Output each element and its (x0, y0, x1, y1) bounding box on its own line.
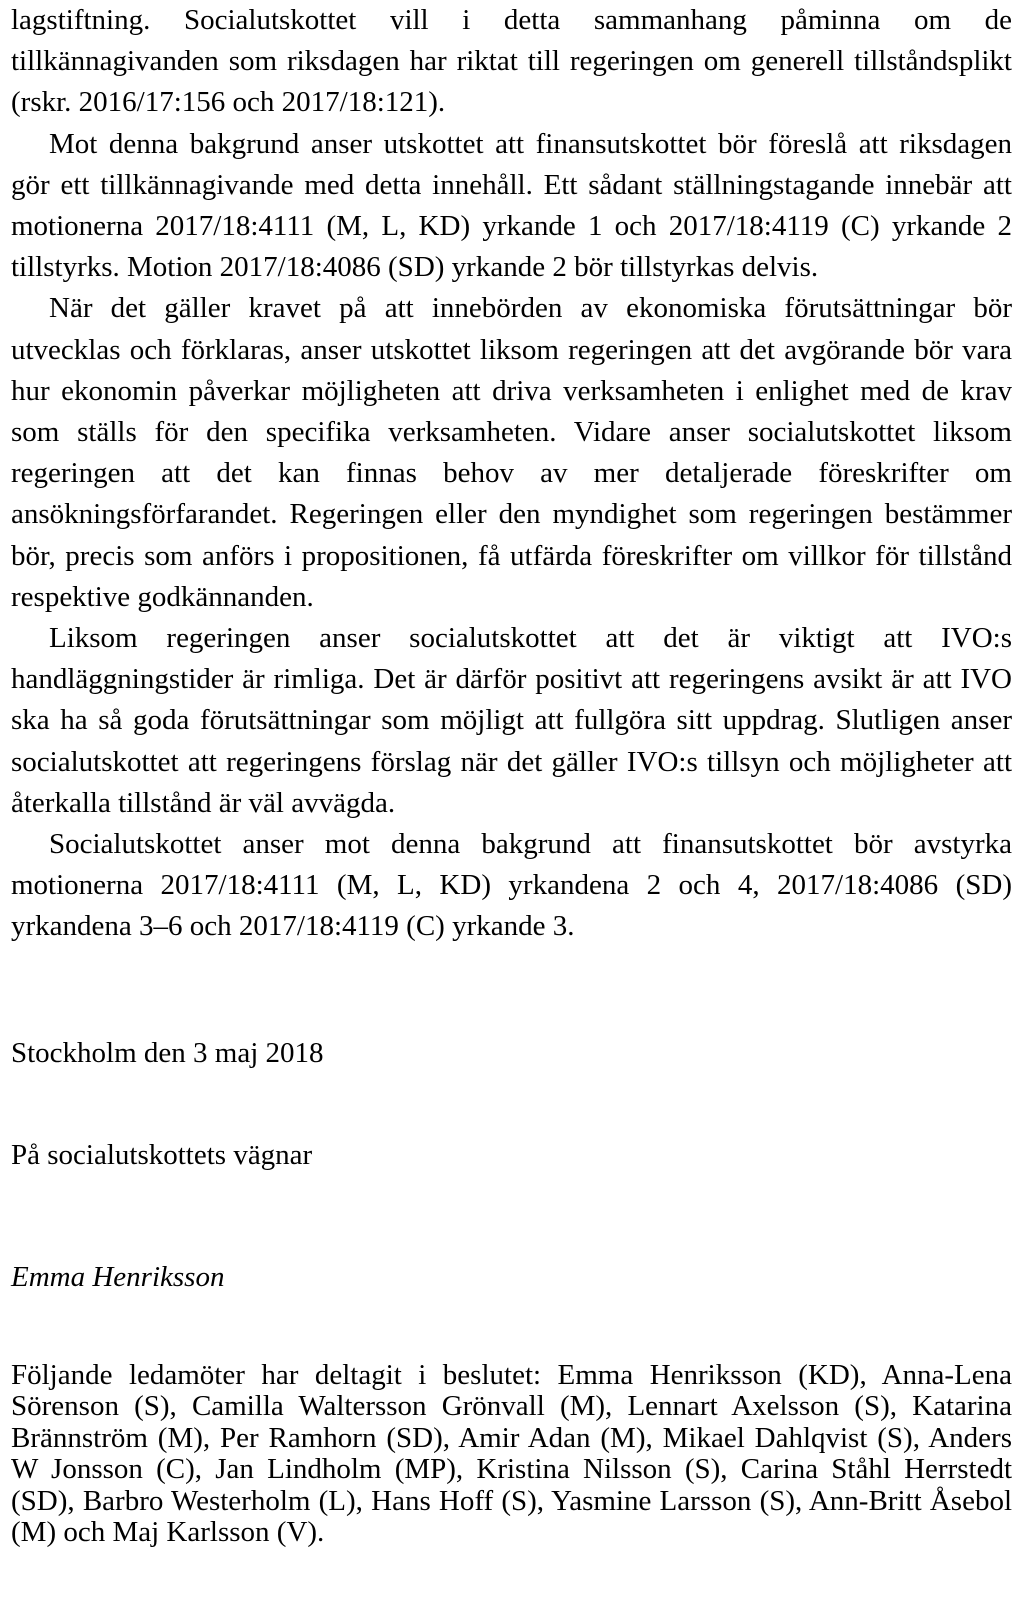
paragraph-economic-conditions: När det gäller kravet på att innebörden av ekonomiska förutsättningar bör utvecklas och förklaras, anser utskottet liksom regeringen att det avgörande bör vara hur ekonomin påverkar möjligheten att driva verksamheten i enlighet med de krav som ställs för den specifika verksamheten. Vidare anser socialutskottet liksom regeringen att det kan finnas behov av mer detaljerade föreskrifter om ansökningsförfarandet. Regeringen eller den myndighet som regeringen bestämmer bör, precis som anförs i propositionen, få utfärda föreskrifter om villkor för tillstånd respektive godkännanden. (11, 292, 1012, 613)
on-behalf-line: På socialutskottets vägnar (11, 1139, 313, 1171)
paragraph-ivo-handling: Liksom regeringen anser socialutskottet att det är viktigt att IVO:s handläggningstider är rimliga. Det är därför positivt att regeringens avsikt är att IVO ska ha så goda förutsättningar som möjligt att fullgöra sitt uppdrag. Slutligen anser socialutskottet att regeringens förslag när det gäller IVO:s tillsyn och möjligheter att återkalla tillstånd är väl avvägda. (11, 622, 1012, 819)
paragraph-conclusion: Socialutskottet anser mot denna bakgrund att finansutskottet bör avstyrka motionerna 2017/18:4111 (M, L, KD) yrkandena 2 och 4, 2017/18:4086 (SD) yrkandena 3–6 och 2017/18:4119 (C) yrkande 3. (11, 828, 1012, 943)
place-date: Stockholm den 3 maj 2018 (11, 1037, 324, 1069)
chair-name: Emma Henriksson (11, 1261, 225, 1293)
paragraph-proposal: Mot denna bakgrund anser utskottet att finansutskottet bör föreslå att riksdagen gör ett tillkännagivande med detta innehåll. Ett sådant ställningstagande innebär att motionerna 2017/18:4111 (M, L, KD) yrkande 1 och 2017/18:4119 (C) yrkande 2 tillstyrks. Motion 2017/18:4086 (SD) yrkande 2 bör tillstyrkas delvis. (11, 127, 1012, 284)
participants-list: Följande ledamöter har deltagit i beslutet: Emma Henriksson (KD), Anna-Lena Sörenson (S), Camilla Waltersson Grönvall (M), Lennart Axelsson (S), Katarina Brännström (M), Per Ramhorn (SD), Amir Adan (M), Mikael Dahlqvist (S), Anders W Jonsson (C), Jan Lindholm (MP), Kristina Nilsson (S), Carina Ståhl Herrstedt (SD), Barbro Westerholm (L), Hans Hoff (S), Yasmine Larsson (S), Ann-Britt Åsebol (M) och Maj Karlsson (V). (11, 1359, 1012, 1549)
paragraph-continuation: lagstiftning. Socialutskottet vill i detta sammanhang påminna om de tillkännagivanden som riksdagen har riktat till regeringen om generell tillståndsplikt (rskr. 2016/17:156 och 2017/18:121). (11, 4, 1012, 119)
body-text (11, 0, 1012, 948)
document-page (11, 0, 1012, 1549)
